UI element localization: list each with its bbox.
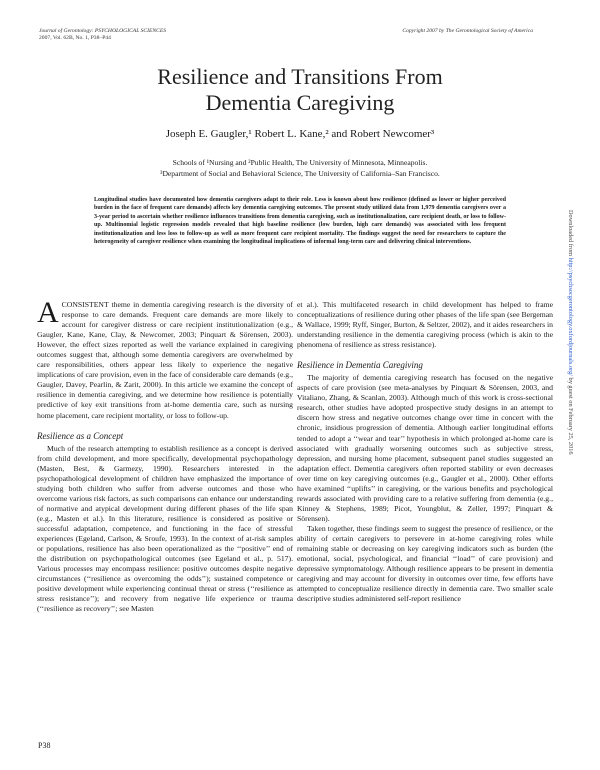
affiliation-2: ³Department of Social and Behavioral Science, The University of California–San Francisco.: [160, 168, 440, 178]
running-header-left: [39, 28, 166, 42]
download-link[interactable]: http://psychsocgerontology.oxfordjournals.org/: [567, 257, 574, 376]
volume-info: 2007, Vol. 62B, No. 1, P38–P44: [39, 35, 111, 42]
right-column: [297, 300, 553, 604]
intro-paragraph: [37, 296, 293, 421]
affiliation-1: Schools of ¹Nursing and ²Public Health, The University of Minnesota, Minneapolis.: [172, 158, 428, 167]
title-line-2: Dementia Caregiving: [205, 90, 395, 115]
intro-lead-word: CONSISTENT: [61, 300, 109, 309]
continued-paragraph: et al.). This multifaceted research in child development has helped to frame conceptualizations of resilience during other phases of the life span (see Bergeman & Wallace, 1999; Ryff, Singer, Burton, & Seltzer, 2002), and it aides researchers in understanding resilience in the dementia caregiving process (which is akin to the phenomena of resilience as stress resistance).: [297, 300, 553, 350]
affiliations: [40, 158, 560, 179]
copyright-notice: Copyright 2007 by The Gerontological Society of America: [402, 28, 533, 34]
section2-paragraph-2: Taken together, these findings seem to suggest the presence of resilience, or the ability of certain caregivers to persevere in at-home caregiving roles while remaining stable or decreasing on key caregiving indicators such as burden (the emotional, social, psychological, and financial ‘‘load’’ of care provision) and depressive symptomatology. Although resilience appears to be present in dementia caregiving and may account for diversity in outcomes over time, few efforts have attempted to conceptualize resilience directly in dementia care. Two smaller scale descriptive studies administered self-report resilience: [297, 523, 553, 604]
download-suffix: by guest on February 25, 2016: [567, 375, 574, 455]
section-heading-resilience-concept: Resilience as a Concept: [37, 430, 124, 441]
download-notice: [567, 210, 574, 455]
section1-paragraph: Much of the research attempting to establish resilience as a concept is derived from child development, and more specifically, developmental psychopathology (Masten, Best, & Garmezy, 1990). Researchers interested in the psychopathological development of children have emphasized the importance of studying both children who suffer from adverse outcomes and those who overcome various risk factors, as such comparisons can enhance our understanding of normative and atypical development during different phases of the life span (e.g., Masten et al.). In this literature, resilience is considered as positive or successful adaptation, competence, and functioning in the face of stressful experiences (Egeland, Carlson, & Sroufe, 1993). In the context of at-risk samples or populations, resilience has also been operationalized as the ‘‘positive’’ end of the distribution on psychopathological outcomes (see Egeland et al., p. 517). Various processes may encompass resilience: positive outcomes despite negative circumstances (‘‘resilience as overcoming the odds’’); sustained competence or positive development while experiencing continual threat or stress (‘‘resilience as stress resistance’’); and recovery from negative life experience or trauma (‘‘resilience as recovery’’; see Masten: [37, 443, 293, 614]
journal-name: Journal of Gerontology: PSYCHOLOGICAL SCIENCES: [39, 28, 167, 34]
download-prefix: Downloaded from: [567, 210, 574, 258]
page-number: P38: [38, 741, 51, 750]
section-heading-dementia-caregiving: Resilience in Dementia Caregiving: [297, 360, 423, 371]
title-line-1: Resilience and Transitions From: [157, 64, 443, 89]
abstract: Longitudinal studies have documented how dementia caregivers adapt to their role. Less is known about how resilience (defined as lower or higher perceived burden in the face of frequent care demands) affects key dementia caregiving outcomes. The present study utilized data from 1,979 dementia caregivers over a 3-year period to ascertain whether resilience influences transitions from dementia caregiving, such as institutionalization, care recipient death, or loss to follow-up. Multinomial logistic regression models revealed that high baseline resilience (low burden, high care demands) was associated with less frequent institutionalization and less loss to follow-up as well as more frequent care recipient mortality. The findings suggest the need for researchers to capture the heterogeneity of caregiver resilience when examining the longitudinal implications of informal long-term care and delivering clinical interventions.: [94, 197, 506, 246]
intro-text: theme in dementia caregiving research is the diversity of response to care demands. Frequent care demands are more likely to account for caregiver distress or care recipient institutionalization (e.g., Gaugler, Kane, Kane, Clay, & Newcomer, 2003; Pinquart & Sörensen, 2003). However, the effect sizes reported as well the variance explained in caregiving outcomes suggest that, although some dementia caregivers are overwhelmed by care responsibilities, others appear less likely to experience the negative implications of care provision, even in the face of considerable care demands (e.g., Gaugler, Davey, Pearlin, & Zarit, 2000). In this article we examine the concept of resilience in dementia caregiving, and we determine how resilience is potentially predictive of key exit transitions from at-home dementia care, such as nursing home placement, care recipient mortality, or loss to follow-up.: [37, 300, 293, 420]
section2-paragraph-1: The majority of dementia caregiving research has focused on the negative aspects of care provision (see meta-analyses by Pinquart & Sörensen, 2003, and Vitaliano, Zhang, & Scanlan, 2003). Although much of this work is cross-sectional research, other studies have adopted prospective study designs in an attempt to discern how stress and negative outcomes change over time in concert with the chronic, insidious progression of dementia. Although earlier longitudinal efforts tended to adopt a ‘‘wear and tear’’ hypothesis in which prolonged at-home care is associated with gradually worsening outcomes such as subjective stress, depression, and nursing home placement, subsequent panel studies suggested an adaptation effect. Dementia caregivers often reported stability or even decreases over time on key caregiving outcomes (e.g., Gaugler et al., 2000). Other efforts have examined ‘‘uplifts’’ in caregiving, or the various benefits and psychological rewards associated with providing care to a relative suffering from dementia (e.g., Kinney & Stephens, 1989; Picot, Youngblut, & Zeller, 1997; Pinquart & Sörensen).: [297, 373, 553, 523]
left-column: [37, 296, 293, 614]
author-list: Joseph E. Gaugler,¹ Robert L. Kane,² and Robert Newcomer³: [165, 128, 435, 140]
drop-cap: A: [37, 296, 59, 329]
article-title: [40, 64, 560, 116]
